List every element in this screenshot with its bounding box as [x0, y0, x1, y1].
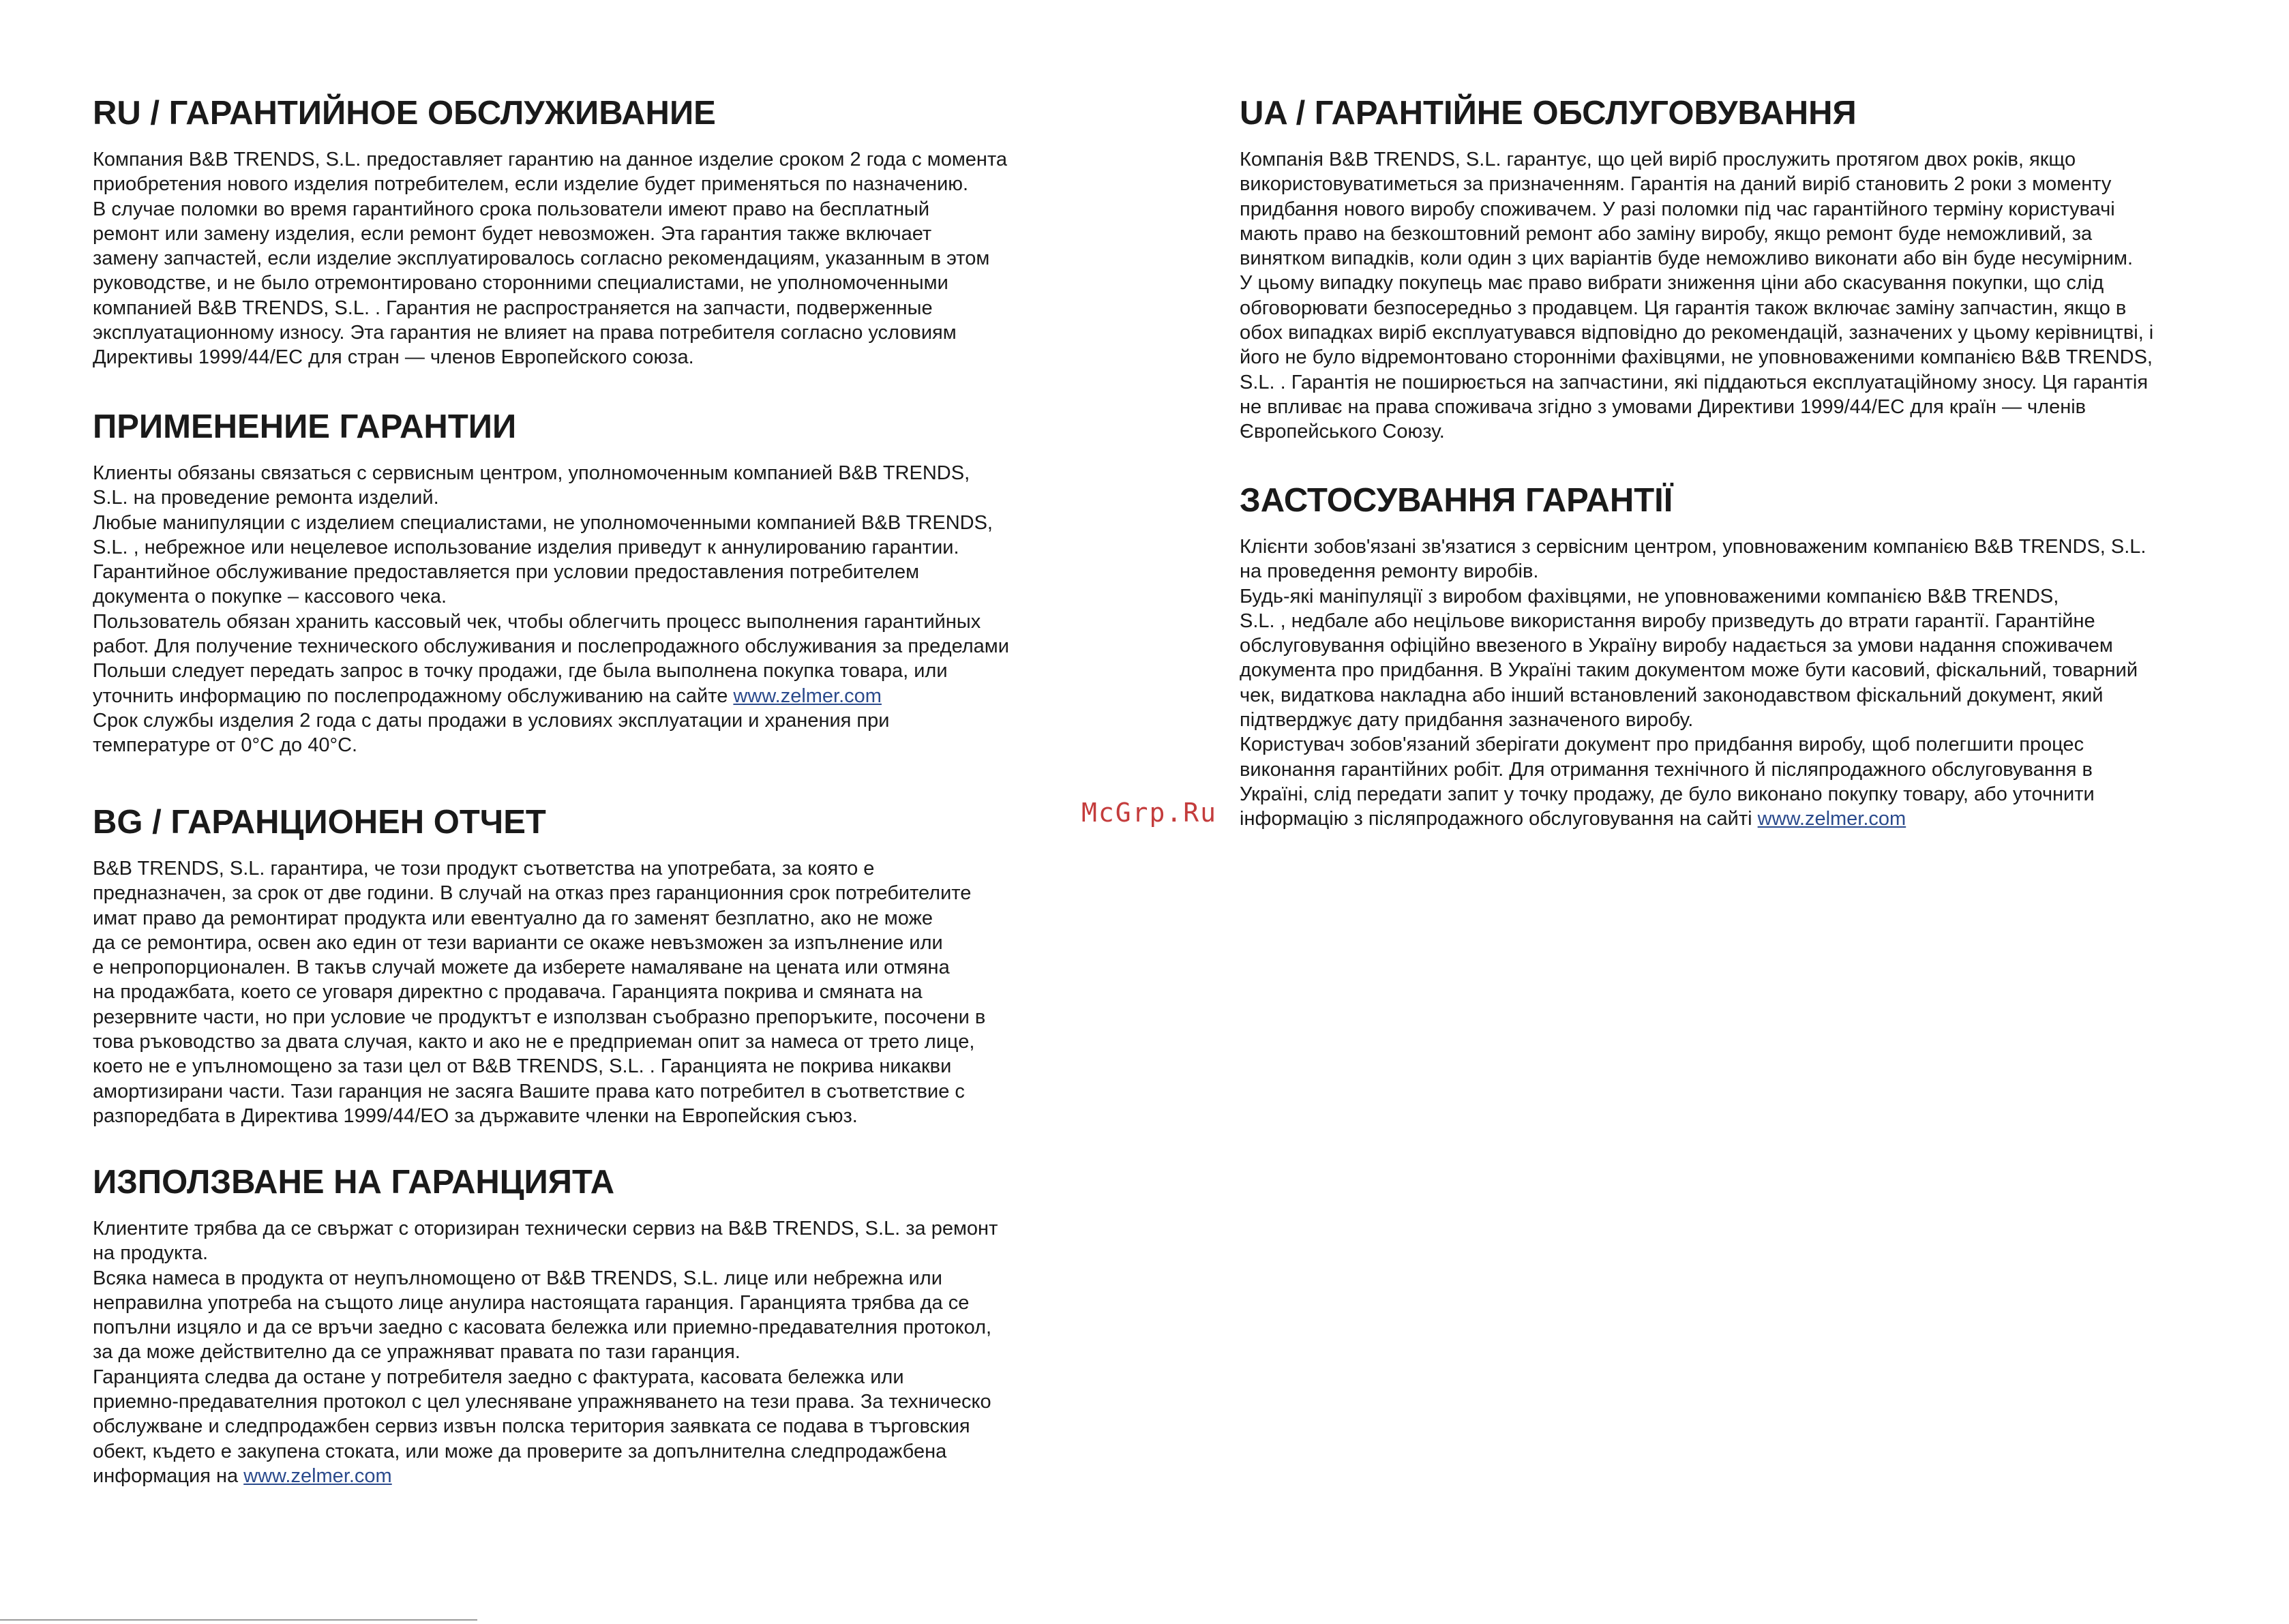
text-line: В случае поломки во время гарантийного срока пользователи имеют право на бесплатный	[93, 198, 930, 220]
text-line: Директивы 1999/44/EC для стран — членов Европейского союза.	[93, 346, 694, 369]
text-line: Україні, слід передати запит у точку продажу, де було виконано покупку товару, або уточнити	[1240, 783, 2095, 805]
text-line: това ръководство за двата случая, както и ако не е предприеман опит за намеса от трето лице,	[93, 1031, 975, 1053]
text-line: чек, видаткова накладна або інший встановлений законодавством фіскальний документ, який	[1240, 684, 2104, 706]
text-line: предназначен, за срок от две години. В случай на отказ през гаранционния срок потребителите	[93, 882, 972, 905]
ru-application-body	[93, 461, 1061, 758]
bg-warranty-body	[93, 856, 1061, 1128]
text-line: приемно-предавателния протокол с цел улесняване упражняването на тези права. За техническо	[93, 1391, 991, 1413]
text-line: Пользователь обязан хранить кассовый чек, чтобы облегчить процесс выполнения гарантийных	[93, 610, 981, 633]
text-line: Гарантийное обслуживание предоставляется при условии предоставления потребителем	[93, 561, 920, 584]
text-line: B&B TRENDS, S.L. гарантира, че този продукт съответства на употребата, за която е	[93, 858, 875, 879]
ru-application-section	[93, 408, 1061, 758]
text-line: обслужване и следпродажбен сервиз извън полска територия заявката се подава в търговския	[93, 1415, 970, 1438]
section-title: ЗАСТОСУВАННЯ ГАРАНТІЇ	[1240, 482, 1673, 519]
text-line: е непропорционален. В такъв случай можете да изберете намаляване на цената или отмяна	[93, 957, 950, 979]
bg-usage-body	[93, 1216, 1061, 1488]
text-line: обект, където е закупена стоката, или може да проверите за допълнителна следпродажбена	[93, 1440, 947, 1462]
text-line: обслуговування офіційно ввезеного в Україну виробу надається за умови надання споживачем	[1240, 635, 2113, 657]
text-line: компанией B&B TRENDS, S.L. . Гарантия не распространяется на запчасти, подверженные	[93, 297, 933, 319]
text-line: да се ремонтира, освен ако един от тези варианти се окаже невъзможен за изпълнение или	[93, 931, 943, 954]
text-line: ремонт или замену изделия, если ремонт будет невозможен. Эта гарантия также включает	[93, 222, 932, 245]
link-prefix: информация на	[93, 1464, 244, 1487]
text-line: придбання нового виробу споживачем. У разі поломки під час гарантійного терміну користувачі	[1240, 198, 2115, 220]
text-line: документа о покупке – кассового чека.	[93, 586, 447, 608]
text-line: Всяка намеса в продукта от неупълномощено от B&B TRENDS, S.L. лице или небрежна или	[93, 1267, 942, 1289]
text-line: мають право на безкоштовний ремонт або заміну виробу, якщо ремонт буде неможливий, за	[1240, 222, 2093, 245]
text-line: което не е упълномощено за тази цел от B&B TRENDS, S.L. . Гаранцията не покрива никакви	[93, 1055, 952, 1078]
zelmer-link[interactable]: www.zelmer.com	[1757, 808, 1906, 830]
text-line: Клиенты обязаны связаться с сервисным центром, уполномоченным компанией B&B TRENDS,	[93, 462, 970, 484]
zelmer-link[interactable]: www.zelmer.com	[243, 1464, 392, 1487]
section-title: ИЗПОЛЗВАНЕ НА ГАРАНЦИЯТА	[93, 1164, 615, 1201]
text-line: виконання гарантійних робіт. Для отримання технічного й післяпродажного обслуговування в	[1240, 758, 2093, 781]
text-line: S.L. , небрежное или нецелевое использование изделия приведут к аннулированию гарантии.	[93, 536, 959, 558]
text-line: його не було відремонтовано сторонніми фахівцями, не уповноваженими компанією B&B TRENDS,	[1240, 346, 2153, 369]
watermark-text: McGrp.Ru	[1081, 798, 1218, 828]
text-line: підтверджує дату придбання зазначеного виробу.	[1240, 709, 1694, 732]
zelmer-link[interactable]: www.zelmer.com	[733, 685, 882, 707]
text-line: работ. Для получение технического обслуживания и послепродажного обслуживания за пределами	[93, 635, 1009, 658]
text-line: винятком випадків, коли один з цих варіантів буде неможливо виконати або він буде несумірним.	[1240, 247, 2134, 270]
ua-application-section	[1240, 481, 2194, 832]
link-prefix: інформацію з післяпродажного обслуговування на сайті	[1240, 808, 1758, 830]
section-title: BG / ГАРАНЦИОНЕН ОТЧЕТ	[93, 804, 546, 841]
text-line: руководстве, и не было отремонтировано сторонними специалистами, не уполномоченными	[93, 272, 948, 295]
text-line: резервните части, но при условие че продуктът е използван съобразно препоръките, посочени в	[93, 1006, 986, 1028]
text-line: Європейського Союзу.	[1240, 421, 1445, 443]
text-line: використовуватиметься за призначенням. Гарантія на даний виріб становить 2 роки з моменту	[1240, 173, 2112, 196]
footer-divider	[0, 1619, 477, 1621]
text-line: на продажбата, което се уговаря директно с продавача. Гаранцията покрива и смяната на	[93, 981, 923, 1004]
section-title: UA / ГАРАНТІЙНЕ ОБСЛУГОВУВАННЯ	[1240, 95, 1857, 132]
text-line: Польши следует передать запрос в точку продажи, где была выполнена покупка товара, или	[93, 660, 948, 682]
text-line: имат право да ремонтират продукта или евентуално да го заменят безплатно, ако не може	[93, 907, 933, 929]
text-line: Будь-які маніпуляції з виробом фахівцями, не уповноваженими компанією B&B TRENDS,	[1240, 585, 2059, 607]
text-line: Користувач зобов'язаний зберігати документ про придбання виробу, щоб полегшити процес	[1240, 734, 2084, 756]
text-line: Гаранцията следва да остане у потребителя заедно с фактурата, касовата бележка или	[93, 1366, 904, 1388]
text-line: Срок службы изделия 2 года с даты продажи в условиях эксплуатации и хранения при	[93, 709, 890, 732]
text-line: приобретения нового изделия потребителем, если изделие будет применяться по назначению.	[93, 173, 969, 196]
text-line: попълни изцяло и да се връчи заедно с касовата бележка или приемно-предавателния протокол,	[93, 1317, 992, 1339]
text-line-with-link	[93, 684, 1061, 708]
section-title: RU / ГАРАНТИЙНОЕ ОБСЛУЖИВАНИЕ	[93, 95, 716, 132]
section-title: ПРИМЕНЕНИЕ ГАРАНТИИ	[93, 408, 517, 445]
text-line: на проведення ремонту виробів.	[1240, 560, 1539, 583]
text-line: Клієнти зобов'язані зв'язатися з сервісним центром, уповноваженим компанією B&B TRENDS, S.L.	[1240, 536, 2146, 558]
text-line: обговорювати безпосередньо з продавцем. Ця гарантія також включає заміну запчастин, якщо в	[1240, 297, 2127, 319]
text-line: Компания B&B TRENDS, S.L. предоставляет гарантию на данное изделие сроком 2 года с момента	[93, 149, 1008, 170]
text-line: S.L. , недбале або нецільове використання виробу призведуть до втрати гарантії. Гарантійне	[1240, 610, 2095, 632]
text-line: на продукта.	[93, 1242, 209, 1265]
text-line: документа про придбання. В Україні таким документом може бути касовий, фіскальний, товарний	[1240, 659, 2138, 682]
text-line: не впливає на права споживача згідно з умовами Директиви 1999/44/EC для країн — членів	[1240, 395, 2086, 418]
text-line: Клиентите трябва да се свържат с оторизиран технически сервиз на B&B TRENDS, S.L. за ремонт	[93, 1218, 998, 1239]
text-line: за да може действително да се упражняват правата по тази гаранция.	[93, 1341, 740, 1364]
text-line: амортизирани части. Тази гаранция не засяга Вашите права като потребител в съответствие с	[93, 1080, 965, 1102]
text-line: неправилна употреба на същото лице анулира настоящата гаранция. Гаранцията трябва да се	[93, 1291, 970, 1314]
ua-warranty-section	[1240, 94, 2194, 445]
text-line: обох випадках виріб експлуатувався відповідно до рекомендацій, зазначених у цьому керівництві, і	[1240, 322, 2154, 344]
text-line: Любые манипуляции с изделием специалистами, не уполномоченными компанией B&B TRENDS,	[93, 511, 993, 534]
text-line: замену запчастей, если изделие эксплуатировалось согласно рекомендациям, указанным в этом	[93, 247, 990, 270]
text-line-with-link	[93, 1464, 1061, 1488]
ua-application-body	[1240, 535, 2194, 832]
text-line: S.L. . Гарантія не поширюється на запчастини, які піддаються експлуатаційному зносу. Ця гарантія	[1240, 371, 2149, 393]
text-line-with-link	[1240, 807, 2194, 831]
bg-warranty-section	[93, 803, 1061, 1128]
text-line: разпоредбата в Директива 1999/44/ЕО за държавите членки на Европейския съюз.	[93, 1104, 858, 1127]
text-line: Компанія B&B TRENDS, S.L. гарантує, що цей виріб прослужить протягом двох років, якщо	[1240, 149, 2076, 170]
text-line: У цьому випадку покупець має право вибрати зниження ціни або скасування покупки, що слід	[1240, 272, 2104, 295]
link-prefix: уточнить информацию по послепродажному обслуживанию на сайте	[93, 685, 734, 707]
text-line: температуре от 0°С до 40°С.	[93, 734, 358, 757]
ru-warranty-body	[93, 147, 1061, 370]
text-line: S.L. на проведение ремонта изделий.	[93, 487, 439, 509]
text-line: эксплуатационному износу. Эта гарантия не влияет на права потребителя согласно условиям	[93, 322, 957, 344]
ru-warranty-section	[93, 94, 1061, 370]
ua-warranty-body	[1240, 147, 2194, 445]
bg-usage-section	[93, 1163, 1061, 1488]
